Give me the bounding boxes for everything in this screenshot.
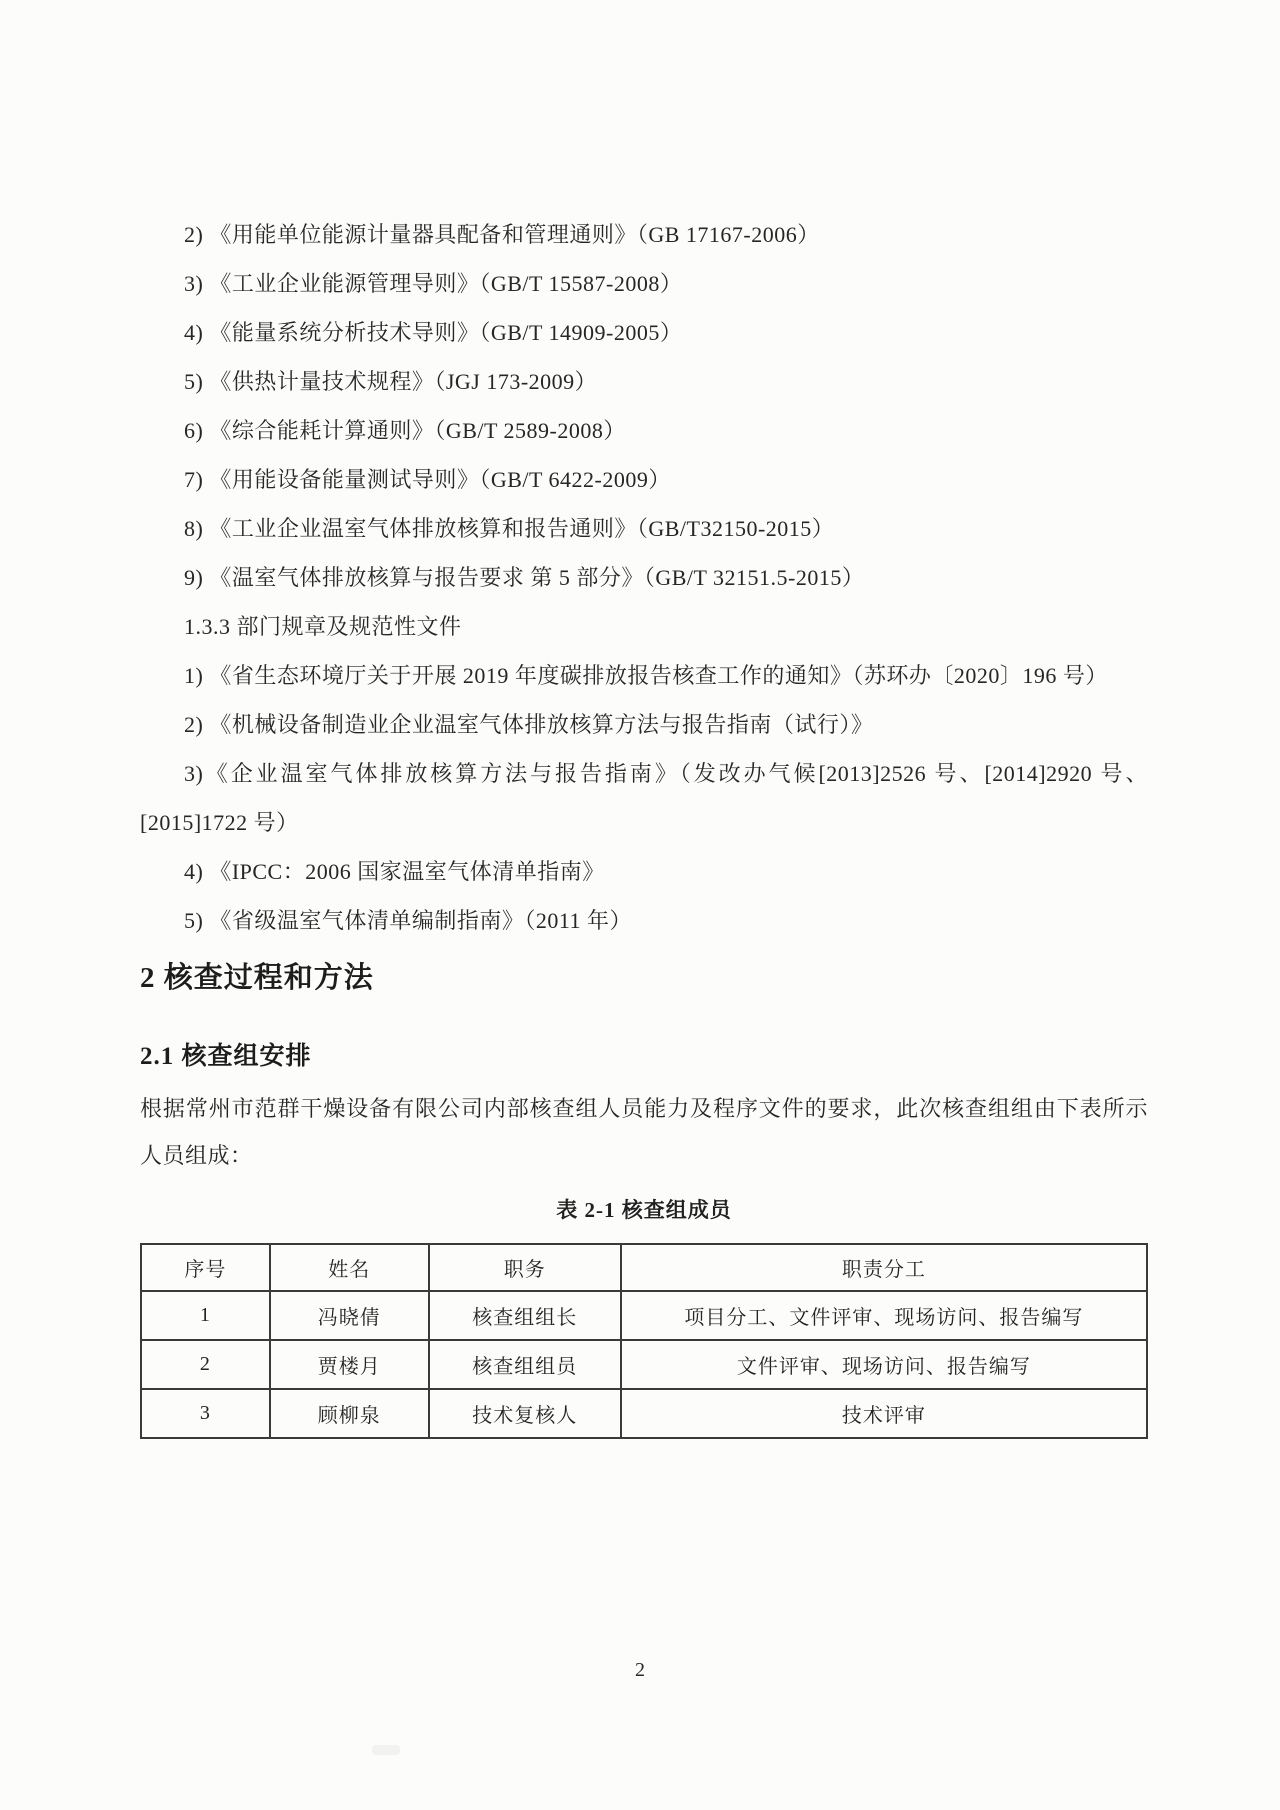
section-heading-21: 2.1 核查组安排 — [140, 1043, 312, 1070]
regulation-item: 3)《企业温室气体排放核算方法与报告指南》（发改办气候[2013]2526 号、[2014]2920 号、[2015]1722 号） — [140, 761, 1148, 835]
table-row — [141, 1340, 1147, 1389]
cell-no: 2 — [141, 1340, 270, 1389]
standard-item: 6) 《综合能耗计算通则》（GB/T 2589-2008） — [184, 418, 626, 443]
cell-name: 冯晓倩 — [270, 1291, 429, 1340]
table-row — [141, 1389, 1147, 1438]
standard-item: 2) 《用能单位能源计量器具配备和管理通则》（GB 17167-2006） — [184, 222, 820, 247]
standard-item: 5) 《供热计量技术规程》（JGJ 173-2009） — [184, 369, 598, 394]
standard-item: 4) 《能量系统分析技术导则》（GB/T 14909-2005） — [184, 320, 683, 345]
header-cell-role: 职务 — [429, 1244, 621, 1291]
regulation-item: 2) 《机械设备制造业企业温室气体排放核算方法与报告指南（试行）》 — [184, 712, 874, 737]
header-cell-name: 姓名 — [270, 1244, 429, 1291]
cell-duty: 技术评审 — [621, 1389, 1147, 1438]
regulation-item: 1) 《省生态环境厅关于开展 2019 年度碳排放报告核查工作的通知》（苏环办〔2020〕196 号） — [184, 663, 1108, 688]
cell-no: 1 — [141, 1291, 270, 1340]
header-cell-no: 序号 — [141, 1244, 270, 1291]
cell-role: 核查组组长 — [429, 1291, 621, 1340]
table-row — [141, 1291, 1147, 1340]
subsection-heading-133: 1.3.3 部门规章及规范性文件 — [184, 614, 462, 639]
cell-no: 3 — [141, 1389, 270, 1438]
standard-item: 3) 《工业企业能源管理导则》（GB/T 15587-2008） — [184, 271, 683, 296]
regulation-item: 5) 《省级温室气体清单编制指南》（2011 年） — [184, 908, 633, 933]
cell-duty: 项目分工、文件评审、现场访问、报告编写 — [621, 1291, 1147, 1340]
header-cell-duty: 职责分工 — [621, 1244, 1147, 1291]
scan-smudge — [372, 1745, 400, 1755]
cell-role: 技术复核人 — [429, 1389, 621, 1438]
regulation-item: 4) 《IPCC：2006 国家温室气体清单指南》 — [184, 859, 605, 884]
standard-item: 9) 《温室气体排放核算与报告要求 第 5 部分》（GB/T 32151.5-2015） — [184, 565, 865, 590]
cell-name: 顾柳泉 — [270, 1389, 429, 1438]
table-header-row — [141, 1244, 1147, 1291]
section-21-paragraph: 根据常州市范群干燥设备有限公司内部核查组人员能力及程序文件的要求，此次核查组组由下表所示人员组成： — [140, 1096, 1148, 1168]
standard-item: 8) 《工业企业温室气体排放核算和报告通则》（GB/T32150-2015） — [184, 516, 835, 541]
section-heading-2: 2 核查过程和方法 — [140, 962, 374, 994]
document-content — [140, 0, 1148, 1439]
verification-team-table — [140, 1243, 1148, 1439]
cell-role: 核查组组员 — [429, 1340, 621, 1389]
cell-name: 贾楼月 — [270, 1340, 429, 1389]
table-caption: 表 2-1 核查组成员 — [556, 1198, 732, 1222]
standard-item: 7) 《用能设备能量测试导则》（GB/T 6422-2009） — [184, 467, 671, 492]
cell-duty: 文件评审、现场访问、报告编写 — [621, 1340, 1147, 1389]
page-number: 2 — [635, 1659, 645, 1681]
